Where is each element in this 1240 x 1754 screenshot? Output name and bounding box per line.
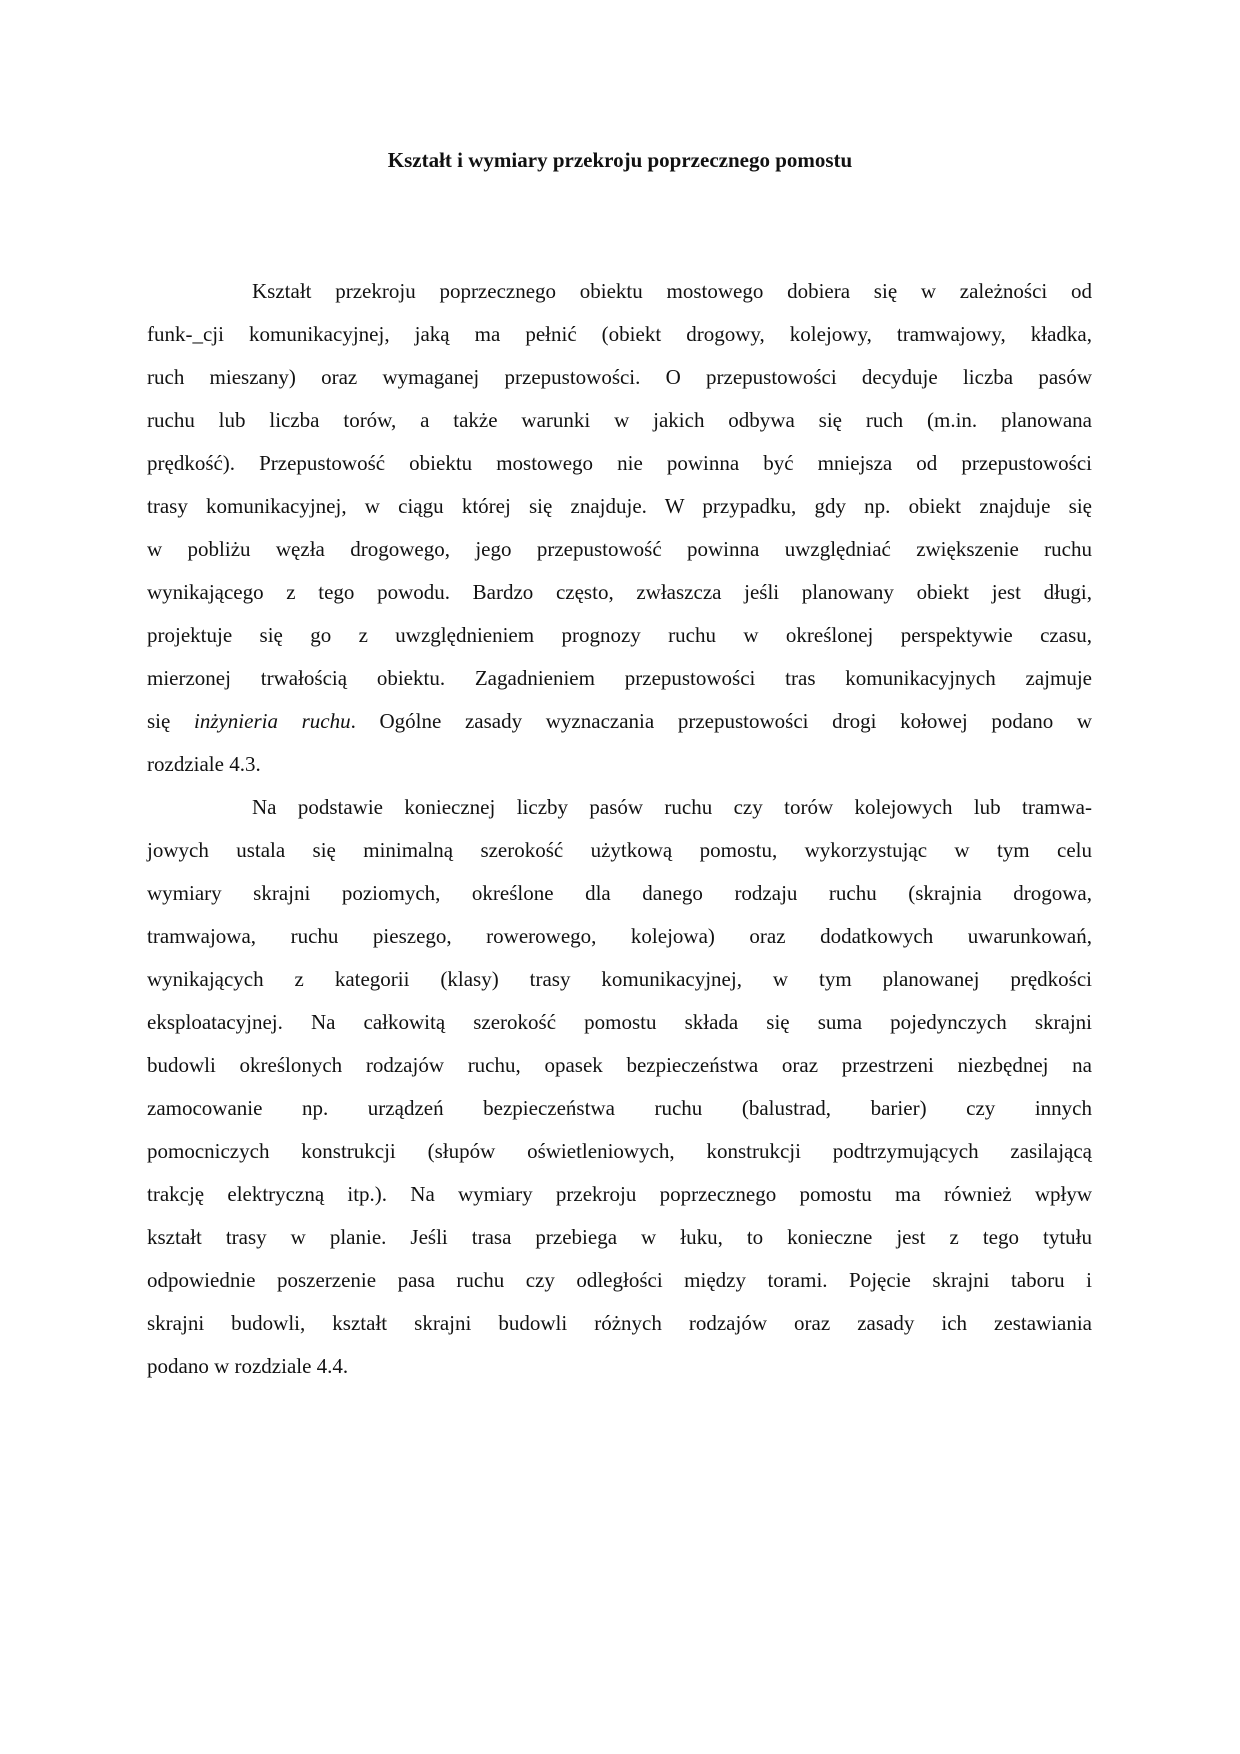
text-segment: się (147, 709, 171, 733)
text-line: ruchu lub liczba torów, a także warunki w jakich odbywa się ruch (m.in. planowana (147, 408, 1092, 432)
text-line: skrajni budowli, kształt skrajni budowli różnych rodzajów oraz zasady ich zestawiania (147, 1311, 1092, 1335)
paragraph-2 (147, 792, 1092, 1394)
text-line: odpowiednie poszerzenie pasa ruchu czy odległości między torami. Pojęcie skrajni taboru i (147, 1268, 1092, 1292)
text-line: prędkość). Przepustowość obiektu mostowego nie powinna być mniejsza od przepustowości (147, 451, 1092, 475)
text-line: trasy komunikacyjnej, w ciągu której się znajduje. W przypadku, gdy np. obiekt znajduje się (147, 494, 1092, 518)
italic-term: inżynieria ruchu (193, 709, 351, 733)
text-line: eksploatacyjnej. Na całkowitą szerokość pomostu składa się suma pojedynczych skrajni (147, 1010, 1092, 1034)
text-line: zamocowanie np. urządzeń bezpieczeństwa ruchu (balustrad, barier) czy innych (147, 1096, 1092, 1120)
text-line: kształt trasy w planie. Jeśli trasa przebiega w łuku, to konieczne jest z tego tytułu (147, 1225, 1092, 1249)
text-segment: . Ogólne zasady wyznaczania przepustowości drogi kołowej podano w (350, 709, 1093, 733)
text-line: podano w rozdziale 4.4. (147, 1354, 349, 1378)
text-line: jowych ustala się minimalną szerokość użytkową pomostu, wykorzystując w tym celu (147, 838, 1092, 862)
document-body (147, 276, 1092, 1394)
text-line: budowli określonych rodzajów ruchu, opasek bezpieczeństwa oraz przestrzeni niezbędnej na (147, 1053, 1092, 1077)
page-title: Kształt i wymiary przekroju poprzecznego pomostu (387, 148, 853, 172)
text-line: Na podstawie koniecznej liczby pasów ruchu czy torów kolejowych lub tramwa- (252, 795, 1092, 819)
text-line: tramwajowa, ruchu pieszego, rowerowego, kolejowa) oraz dodatkowych uwarunkowań, (147, 924, 1092, 948)
text-line: trakcję elektryczną itp.). Na wymiary przekroju poprzecznego pomostu ma również wpływ (147, 1182, 1092, 1206)
text-line: wynikających z kategorii (klasy) trasy komunikacyjnej, w tym planowanej prędkości (147, 967, 1092, 991)
text-line (147, 706, 1092, 749)
text-line: mierzonej trwałością obiektu. Zagadnieniem przepustowości tras komunikacyjnych zajmuje (147, 666, 1092, 690)
paragraph-1 (147, 276, 1092, 792)
text-line: projektuje się go z uwzględnieniem prognozy ruchu w określonej perspektywie czasu, (147, 623, 1092, 647)
text-line: w pobliżu węzła drogowego, jego przepustowość powinna uwzględniać zwiększenie ruchu (147, 537, 1092, 561)
text-line: wynikającego z tego powodu. Bardzo często, zwłaszcza jeśli planowany obiekt jest długi, (147, 580, 1092, 604)
text-line: ruch mieszany) oraz wymaganej przepustowości. O przepustowości decyduje liczba pasów (147, 365, 1092, 389)
text-line: rozdziale 4.3. (147, 752, 261, 776)
text-line: wymiary skrajni poziomych, określone dla danego rodzaju ruchu (skrajnia drogowa, (147, 881, 1092, 905)
text-line: Kształt przekroju poprzecznego obiektu mostowego dobiera się w zależności od (252, 279, 1092, 303)
text-line: funk-_cji komunikacyjnej, jaką ma pełnić (obiekt drogowy, kolejowy, tramwajowy, kładka, (147, 322, 1092, 346)
text-line: pomocniczych konstrukcji (słupów oświetleniowych, konstrukcji podtrzymujących zasilającą (147, 1139, 1092, 1163)
